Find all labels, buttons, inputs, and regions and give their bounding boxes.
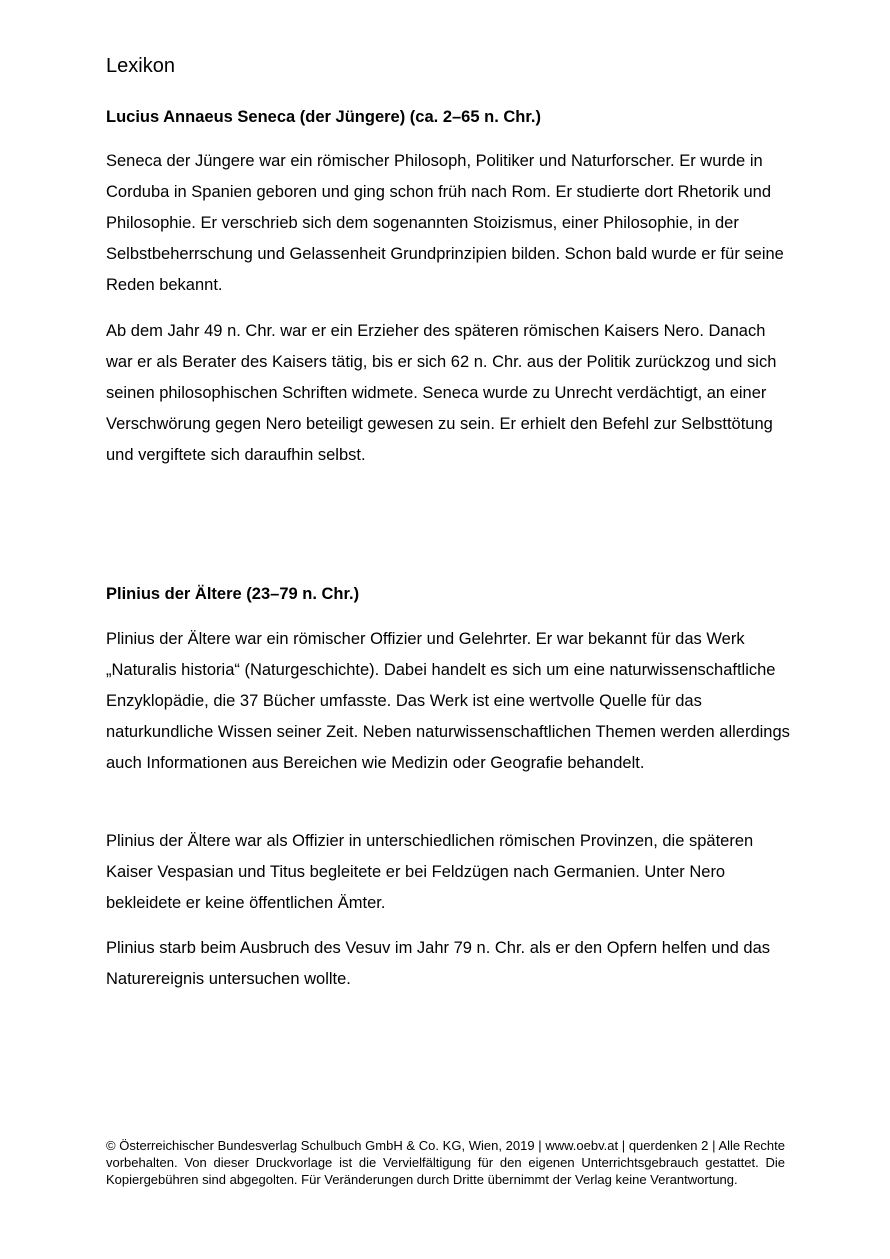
entry-paragraph: Plinius der Ältere war ein römischer Offizier und Gelehrter. Er war bekannt für das Werk „Naturalis historia“ (Naturgeschichte). Dabei handelt es sich um eine naturwissenschaftliche Enzyklopädie, die 37 Bücher umfasste. Das Werk ist eine wertvolle Quelle für das naturkundliche Wissen seiner Zeit. Neben naturwissenschaftlichen Themen werden allerdings auch Informationen aus Bereichen wie Medizin oder Geografie behandelt. bbox=[106, 630, 790, 772]
document-page bbox=[106, 0, 790, 1259]
page-title: Lexikon bbox=[106, 55, 175, 77]
entry-paragraph: Seneca der Jüngere war ein römischer Philosoph, Politiker und Naturforscher. Er wurde in Corduba in Spanien geboren und ging schon früh nach Rom. Er studierte dort Rhetorik und Philosophie. Er verschrieb sich dem sogenannten Stoizismus, einer Philosophie, in der Selbstbeherrschung und Gelassenheit Grundprinzipien bilden. Schon bald wurde er für seine Reden bekannt. bbox=[106, 152, 784, 294]
entry-paragraph: Plinius der Ältere war als Offizier in unterschiedlichen römischen Provinzen, die späteren Kaiser Vespasian und Titus begleitete er bei Feldzügen nach Germanien. Unter Nero bekleidete er keine öffentlichen Ämter. bbox=[106, 832, 754, 912]
entry-paragraph: Plinius starb beim Ausbruch des Vesuv im Jahr 79 n. Chr. als er den Opfern helfen und das Naturereignis untersuchen wollte. bbox=[106, 939, 771, 988]
entry-paragraph: Ab dem Jahr 49 n. Chr. war er ein Erzieher des späteren römischen Kaisers Nero. Danach war er als Berater des Kaisers tätig, bis er sich 62 n. Chr. aus der Politik zurückzog und sich seinen philosophischen Schriften widmete. Seneca wurde zu Unrecht verdächtigt, an einer Verschwörung gegen Nero beteiligt gewesen zu sein. Er erhielt den Befehl zur Selbsttötung und vergiftete sich daraufhin selbst. bbox=[106, 322, 777, 464]
entry-title-plinius: Plinius der Ältere (23–79 n. Chr.) bbox=[106, 585, 360, 603]
copyright-footer: © Österreichischer Bundesverlag Schulbuch GmbH & Co. KG, Wien, 2019 | www.oebv.at | querdenken 2 | Alle Rechte vorbehalten. Von dieser Druckvorlage ist die Vervielfältigung für den eigenen Unterrichtsgebrauch gestattet. Die Kopiergebühren sind abgegolten. Für Veränderungen durch Dritte übernimmt der Verlag keine Verantwortung. bbox=[106, 1138, 785, 1187]
entry-title-seneca: Lucius Annaeus Seneca (der Jüngere) (ca. 2–65 n. Chr.) bbox=[106, 108, 541, 126]
